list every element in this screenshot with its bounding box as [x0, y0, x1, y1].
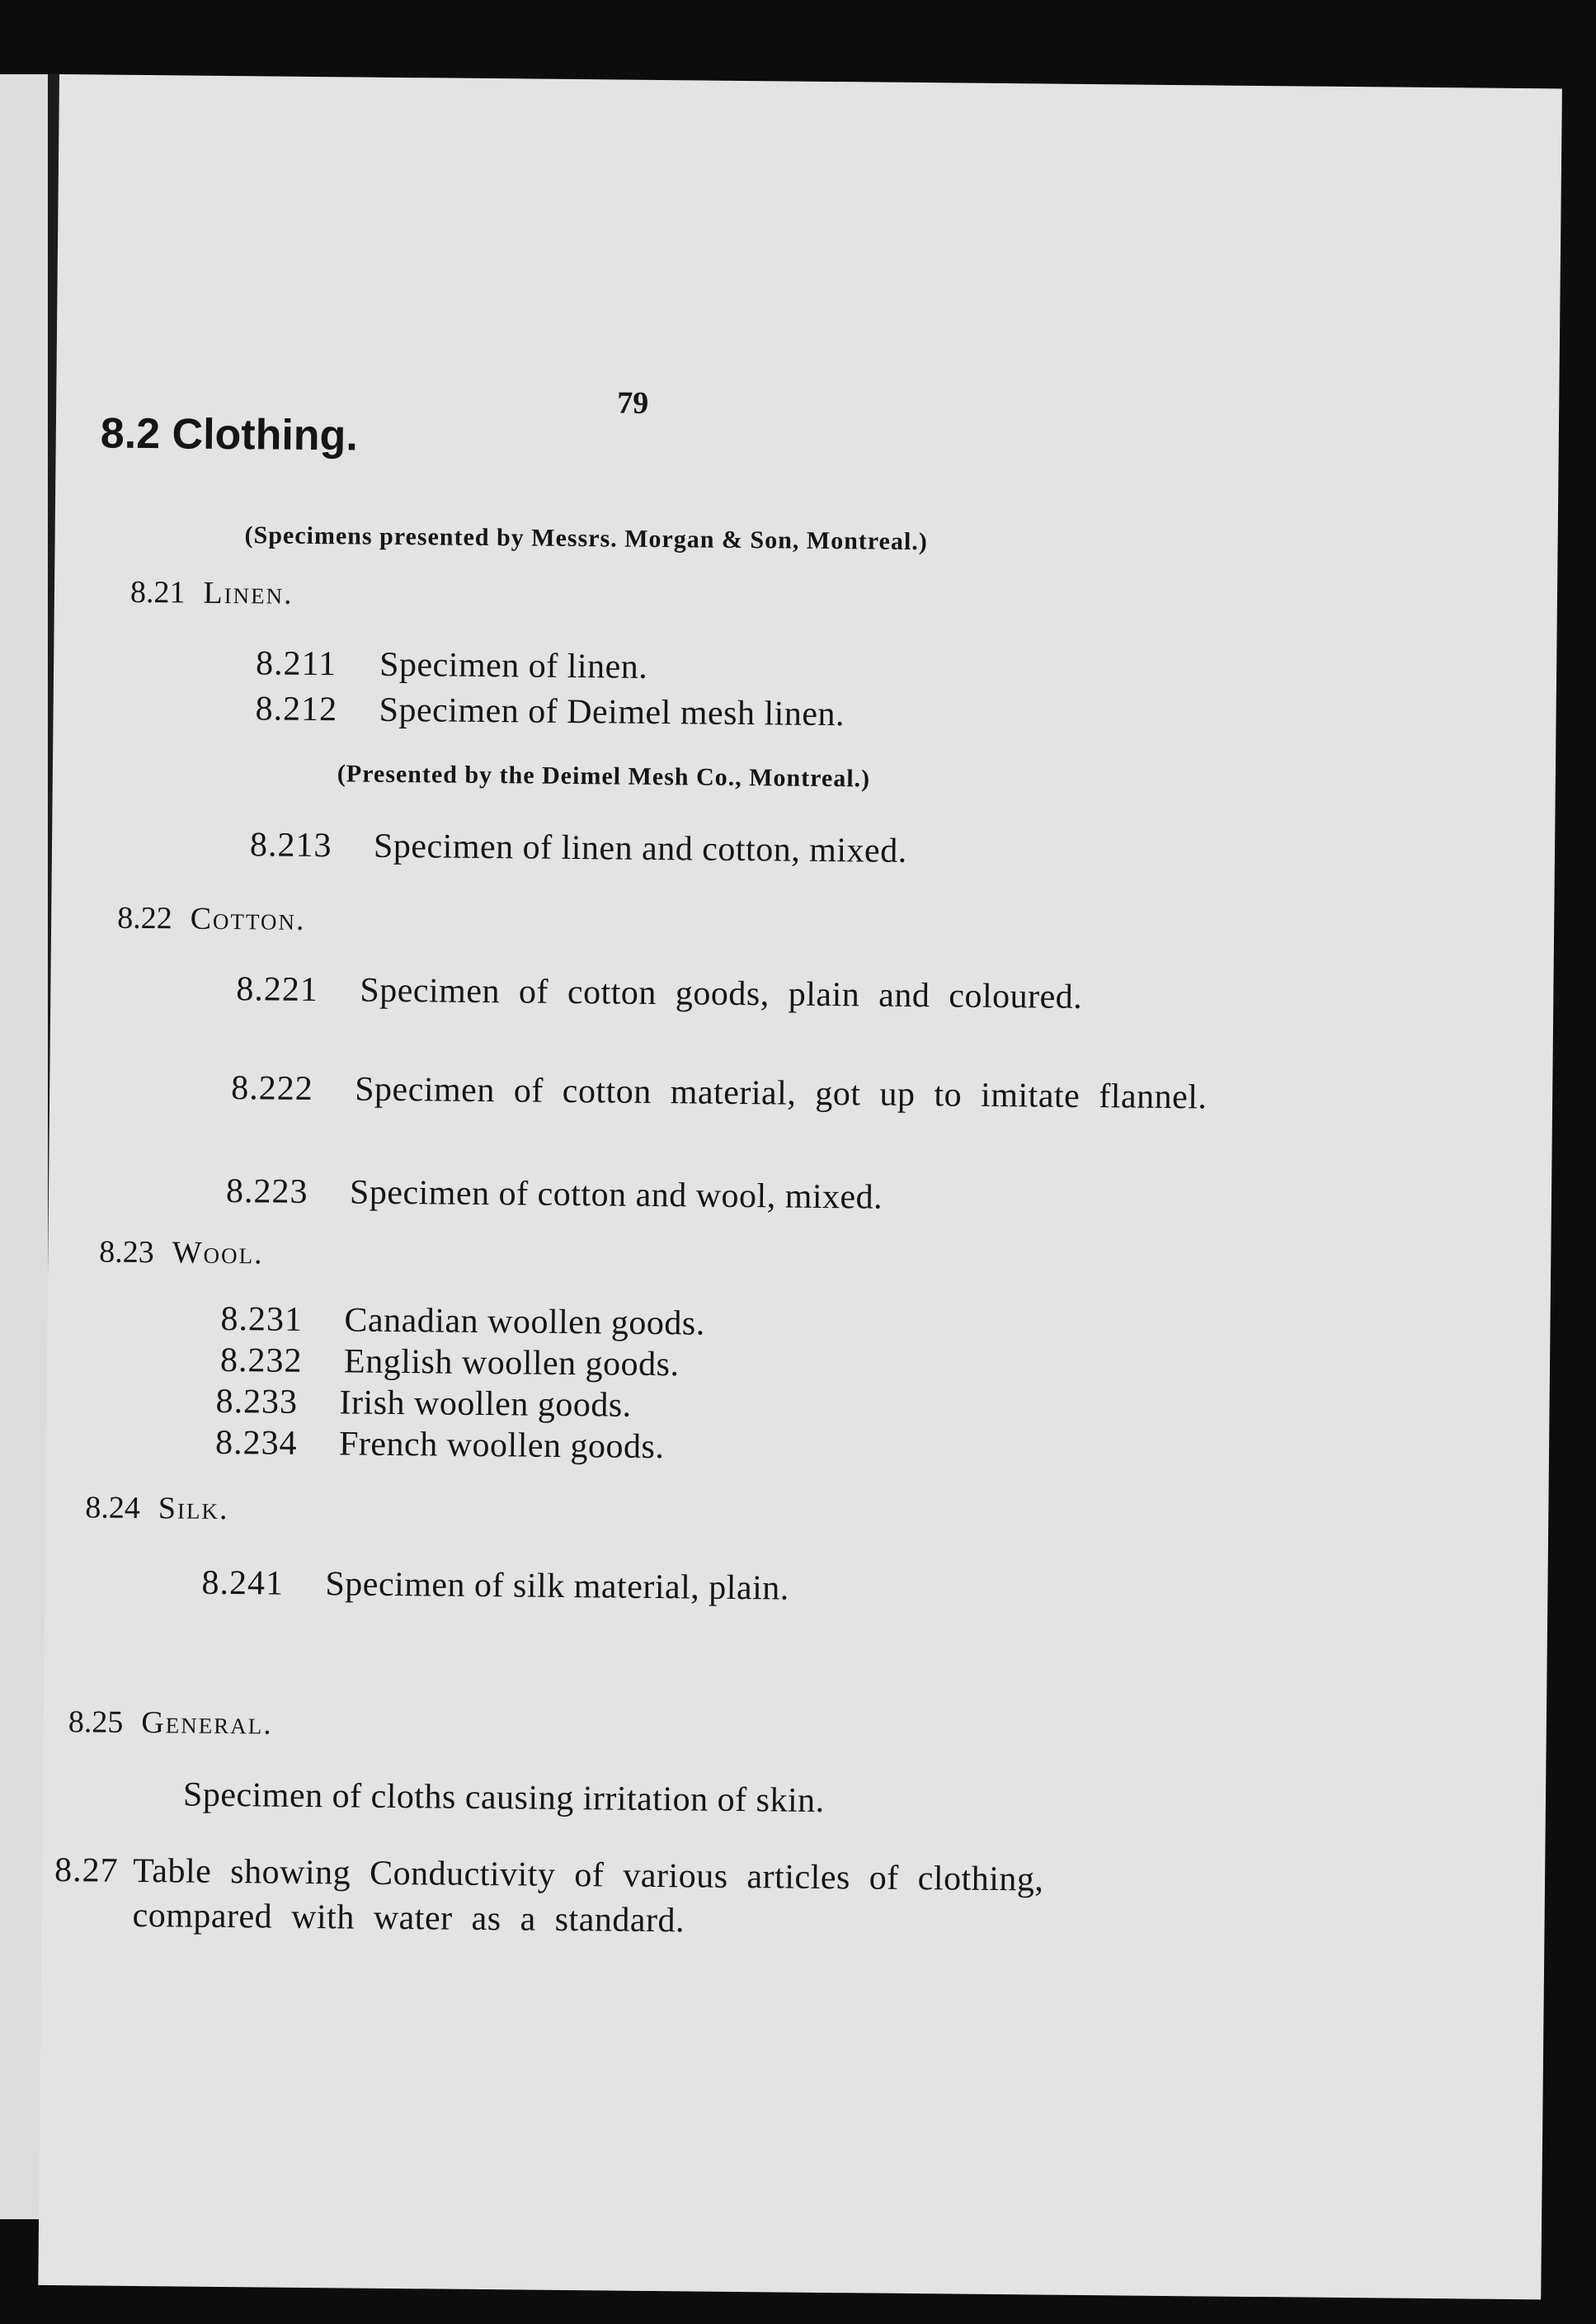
- list-item: [215, 1421, 665, 1469]
- item-code: 8.241: [201, 1563, 285, 1603]
- item-code: 8.232: [219, 1341, 303, 1380]
- category-code: 8.23: [99, 1234, 154, 1270]
- category-general: [68, 1704, 273, 1742]
- category-name: General.: [141, 1705, 273, 1742]
- item-text: Specimen of cotton material, got up to imitate flannel.: [354, 1070, 1208, 1117]
- list-item: [226, 1169, 883, 1220]
- note-presented-by: (Specimens presented by Messrs. Morgan & Son, Montreal.): [244, 521, 928, 556]
- page-number: 79: [617, 385, 649, 421]
- item-code: 8.27: [54, 1851, 119, 1890]
- item-text: French woollen goods.: [338, 1425, 665, 1467]
- item-code: 8.233: [215, 1382, 299, 1421]
- item-text: Canadian woollen goods.: [344, 1301, 705, 1343]
- document-page: [38, 74, 1562, 2299]
- list-item: [256, 641, 648, 690]
- item-code: 8.213: [249, 826, 332, 865]
- item-code: 8.231: [220, 1299, 304, 1339]
- list-item: [250, 823, 907, 874]
- item-code: 8.223: [225, 1172, 308, 1211]
- item-text: Table showing Conductivity of various articles of clothing, compared with water as a standard.: [132, 1851, 1044, 1940]
- note-deimel: (Presented by the Deimel Mesh Co., Montreal.): [337, 760, 871, 793]
- scan-border: [1562, 74, 1596, 2324]
- category-name: Wool.: [172, 1235, 264, 1271]
- category-wool: [99, 1234, 264, 1272]
- category-name: Silk.: [158, 1491, 229, 1527]
- category-cotton: [117, 900, 306, 938]
- item-code: 8.222: [230, 1069, 313, 1109]
- item-text: Specimen of cotton and wool, mixed.: [349, 1173, 883, 1217]
- item-text: Specimen of cotton goods, plain and coloured.: [360, 971, 1083, 1016]
- item-code: 8.211: [255, 644, 337, 684]
- category-silk: [85, 1489, 229, 1527]
- item-text: Specimen of linen and cotton, mixed.: [373, 827, 907, 870]
- item-text: Specimen of Deimel mesh linen.: [379, 691, 845, 734]
- category-code: 8.21: [129, 574, 186, 610]
- category-code: 8.25: [68, 1704, 124, 1740]
- list-item: [255, 686, 845, 737]
- category-name: Linen.: [203, 575, 294, 611]
- facing-page-edge: [0, 74, 48, 2219]
- item-text: English woollen goods.: [343, 1342, 680, 1384]
- list-item: [236, 967, 1242, 1021]
- item-text: Specimen of linen.: [379, 645, 648, 686]
- item-text: Specimen of silk material, plain.: [325, 1565, 790, 1608]
- list-item: [231, 1066, 1237, 1120]
- section-heading: 8.2 Clothing.: [100, 409, 359, 460]
- general-text: Specimen of cloths causing irritation of skin.: [182, 1775, 825, 1820]
- item-code: 8.212: [255, 690, 338, 729]
- category-code: 8.24: [85, 1490, 141, 1526]
- table-item: [54, 1848, 1073, 1947]
- category-code: 8.22: [116, 900, 172, 936]
- list-item: [201, 1561, 789, 1611]
- category-name: Cotton.: [190, 901, 306, 937]
- item-text: Irish woollen goods.: [339, 1384, 632, 1425]
- category-linen: [130, 574, 294, 612]
- item-code: 8.234: [214, 1423, 298, 1463]
- item-code: 8.221: [236, 970, 319, 1010]
